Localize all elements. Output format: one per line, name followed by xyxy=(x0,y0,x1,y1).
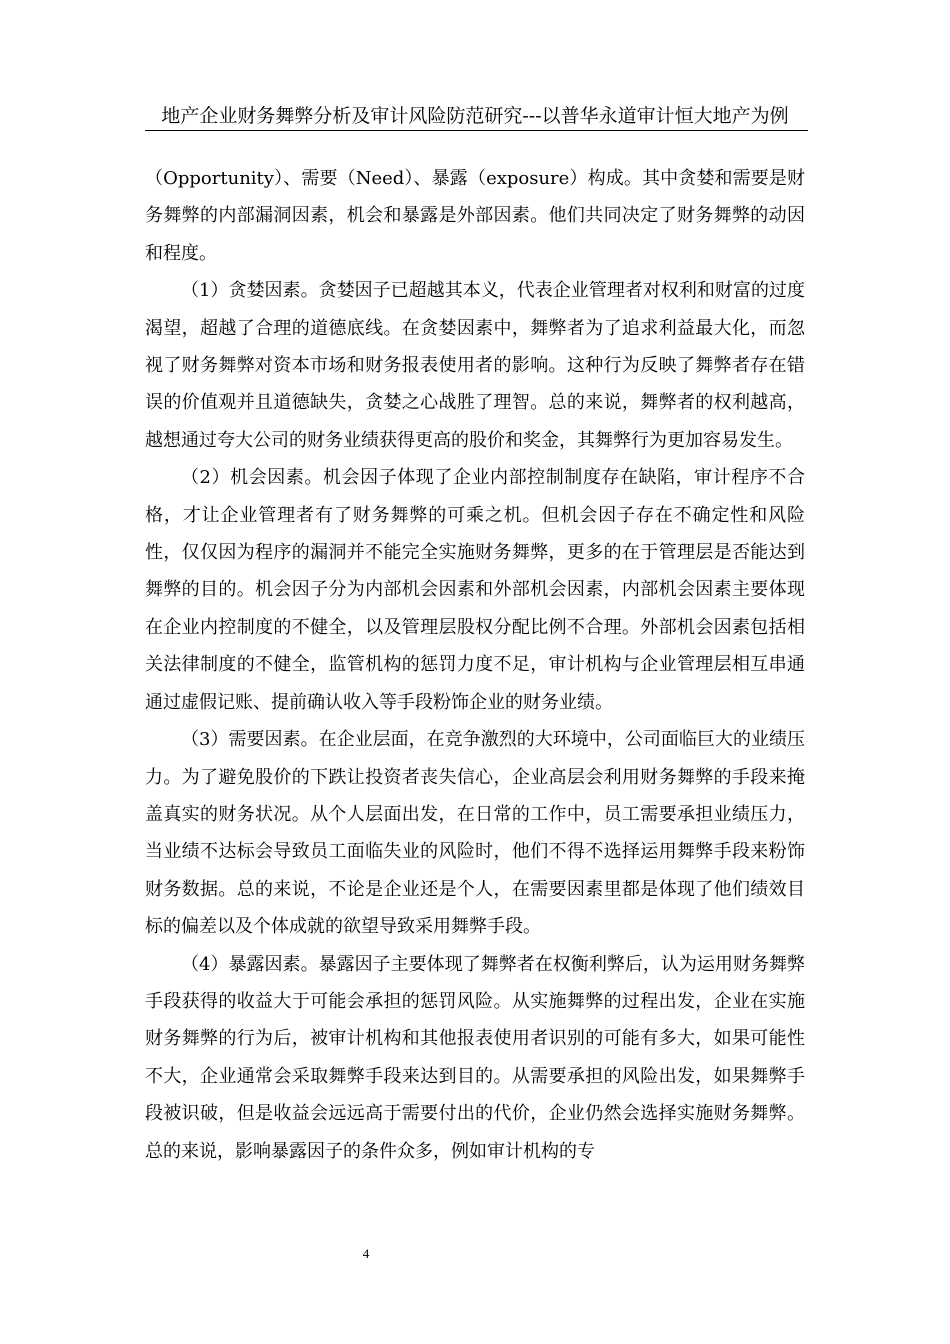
running-header-title: 地产企业财务舞弊分析及审计风险防范研究---以普华永道审计恒大地产为例 xyxy=(161,105,789,127)
paragraph-exposure-factor: （4）暴露因素。暴露因子主要体现了舞弊者在权衡利弊后，认为运用财务舞弊手段获得的收益大于可能会承担的惩罚风险。从实施舞弊的过程出发，企业在实施财务舞弊的行为后，被审计机构和其他报表使用者识别的可能有多大，如果可能性不大，企业通常会采取舞弊手段来达到目的。从需要承担的风险出发，如果舞弊手段被识破，但是收益会远远高于需要付出的代价，企业仍然会选择实施财务舞弊。总的来说，影响暴露因子的条件众多，例如审计机构的专 xyxy=(145,953,805,1162)
paragraph-opportunity-factor: （2）机会因素。机会因子体现了企业内部控制制度存在缺陷，审计程序不合格，才让企业管理者有了财务舞弊的可乘之机。但机会因子存在不确定性和风险性，仅仅因为程序的漏洞并不能完全实施财务舞弊，更多的在于管理层是否能达到舞弊的目的。机会因子分为内部机会因素和外部机会因素，内部机会因素主要体现在企业内控制度的不健全，以及管理层股权分配比例不合理。外部机会因素包括相关法律制度的不健全，监管机构的惩罚力度不足，审计机构与企业管理层相互串通通过虚假记账、提前确认收入等手段粉饰企业的财务业绩。 xyxy=(145,467,805,713)
page-number: 4 xyxy=(362,1246,370,1261)
paragraph-need-factor: （3）需要因素。在企业层面，在竞争激烈的大环境中，公司面临巨大的业绩压力。为了避免股价的下跌让投资者丧失信心，企业高层会利用财务舞弊的手段来掩盖真实的财务状况。从个人层面出发，在日常的工作中，员工需要承担业绩压力，当业绩不达标会导致员工面临失业的风险时，他们不得不选择运用舞弊手段来粉饰财务数据。总的来说，不论是企业还是个人，在需要因素里都是体现了他们绩效目标的偏差以及个体成就的欲望导致采用舞弊手段。 xyxy=(145,729,805,938)
paragraph-continuation: （Opportunity）、需要（Need）、暴露（exposure）构成。其中贪婪和需要是财务舞弊的内部漏洞因素，机会和暴露是外部因素。他们共同决定了财务舞弊的动因和程度。 xyxy=(145,168,805,264)
body-text xyxy=(145,160,805,1170)
header-divider xyxy=(145,130,808,131)
paragraph-greed-factor: （1）贪婪因素。贪婪因子已超越其本义，代表企业管理者对权利和财富的过度渴望，超越了合理的道德底线。在贪婪因素中，舞弊者为了追求利益最大化，而忽视了财务舞弊对资本市场和财务报表使用者的影响。这种行为反映了舞弊者存在错误的价值观并且道德缺失，贪婪之心战胜了理智。总的来说，舞弊者的权利越高，越想通过夸大公司的财务业绩获得更高的股价和奖金，其舞弊行为更加容易发生。 xyxy=(145,280,805,451)
